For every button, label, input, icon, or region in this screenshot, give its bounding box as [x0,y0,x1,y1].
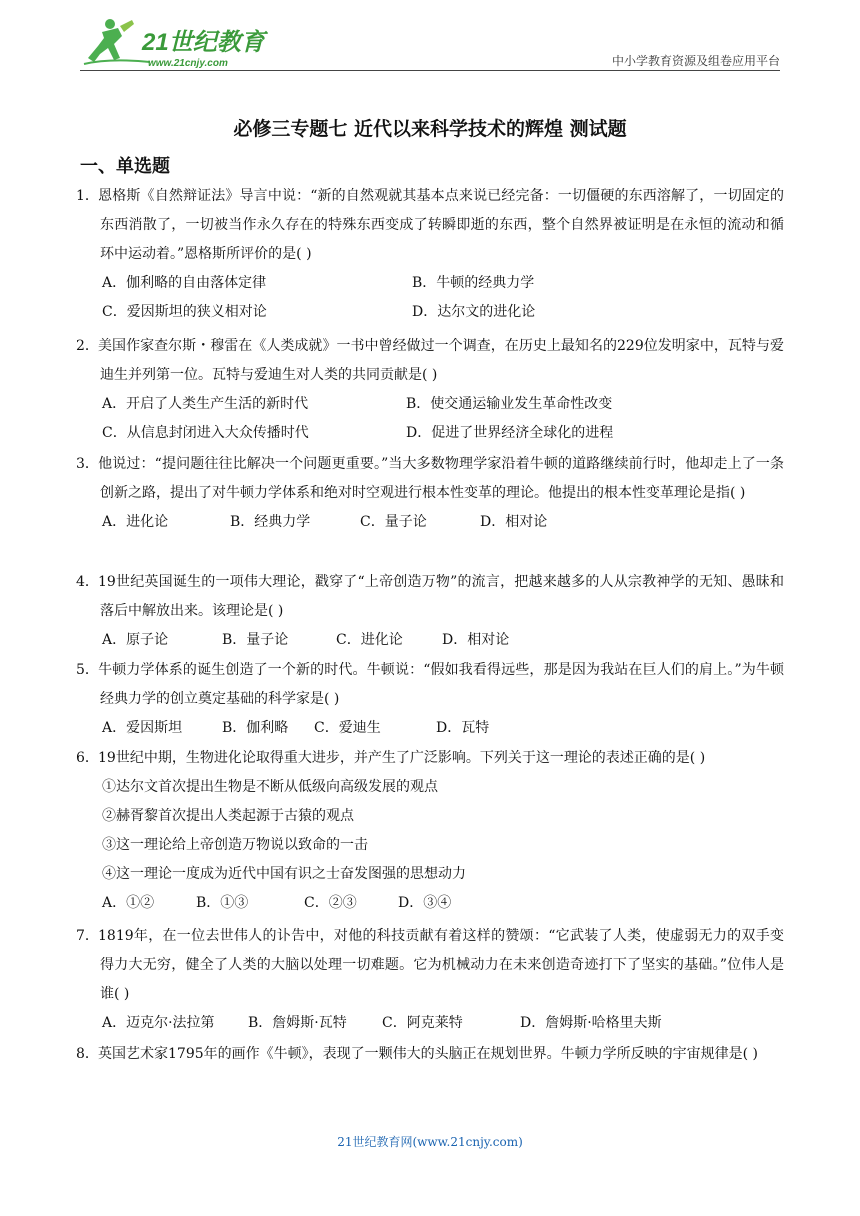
question-number: 5． [76,662,99,678]
question-1 [76,182,784,327]
option-a: A．原子论 [102,632,169,648]
question-number: 4． [76,574,99,590]
option-a: A．进化论 [102,514,169,530]
section-heading: 一、单选题 [80,156,170,177]
statement-2: ②赫胥黎首次提出人类起源于古猿的观点 [102,808,354,824]
header-platform-text: 中小学教育资源及组卷应用平台 [611,54,780,68]
question-stem: 美国作家查尔斯・穆雷在《人类成就》一书中曾经做过一个调查，在历史上最知名的229位发明家中，瓦特与爱迪生并列第一位。瓦特与爱迪生对人类的共同贡献是( ) [98,338,784,383]
option-d: D．相对论 [480,514,548,530]
question-4 [76,568,784,655]
option-b: B．使交通运输业发生革命性改变 [406,396,613,412]
option-c: C．阿克莱特 [382,1015,463,1031]
question-stem: 19世纪英国诞生的一项伟大理论，戳穿了“上帝创造万物”的流言，把越来越多的人从宗教神学的无知、愚昧和落后中解放出来。该理论是( ) [98,574,784,619]
option-d: D．③④ [398,895,452,911]
option-b: B．牛顿的经典力学 [412,275,535,291]
question-number: 2． [76,338,99,354]
header-divider [80,70,780,71]
question-stem: 19世纪中期，生物进化论取得重大进步，并产生了广泛影响。下列关于这一理论的表述正确的是( ) [98,750,706,766]
option-c: C．进化论 [336,632,403,648]
option-b: B．①③ [196,895,249,911]
option-d: D．瓦特 [436,720,490,736]
statement-1: ①达尔文首次提出生物是不断从低级向高级发展的观点 [102,779,438,795]
logo-text: 21世纪教育 [142,29,265,56]
question-3 [76,450,784,537]
option-b: B．量子论 [222,632,289,648]
question-5 [76,656,784,743]
option-a: A．迈克尔·法拉第 [102,1015,215,1031]
option-d: D．达尔文的进化论 [412,304,536,320]
option-b: B．詹姆斯·瓦特 [248,1015,347,1031]
option-a: A．伽利略的自由落体定律 [102,275,267,291]
question-8 [76,1040,784,1069]
question-number: 7． [76,928,99,944]
option-a: A．开启了人类生产生活的新时代 [102,396,309,412]
question-stem: 他说过：“提问题往往比解决一个问题更重要。”当大多数物理学家沿着牛顿的道路继续前行时，他却走上了一条创新之路，提出了对牛顿力学体系和绝对时空观进行根本性变革的理论。他提出的根本性变革理论是指( ) [98,456,784,501]
question-7 [76,922,784,1038]
question-stem: 恩格斯《自然辩证法》导言中说：“新的自然观就其基本点来说已经完备：一切僵硬的东西溶解了，一切固定的东西消散了，一切被当作永久存在的特殊东西变成了转瞬即逝的东西，整个自然界被证明是在永恒的流动和循环中运动着。”恩格斯所评价的是( ) [98,188,784,262]
logo-url: www.21cnjy.com [148,58,228,69]
question-stem: 1819年，在一位去世伟人的讣告中，对他的科技贡献有着这样的赞颂：“它武装了人类，使虚弱无力的双手变得力大无穷，健全了人类的大脑以处理一切难题。它为机械动力在未来创造奇迹打下了坚实的基础。”位伟人是谁( ) [98,928,784,1002]
statement-3: ③这一理论给上帝创造万物说以致命的一击 [102,837,368,853]
page-title: 必修三专题七 近代以来科学技术的辉煌 测试题 [233,118,627,140]
footer-source: 21世纪教育网(www.21cnjy.com) [337,1135,523,1149]
question-number: 8． [76,1046,99,1062]
option-c: C．爱因斯坦的狭义相对论 [102,304,267,320]
option-d: D．相对论 [442,632,510,648]
option-c: C．从信息封闭进入大众传播时代 [102,425,309,441]
option-b: B．经典力学 [230,514,311,530]
option-c: C．②③ [304,895,357,911]
question-stem: 牛顿力学体系的诞生创造了一个新的时代。牛顿说：“假如我看得远些，那是因为我站在巨人们的肩上。”为牛顿经典力学的创立奠定基础的科学家是( ) [98,662,784,707]
logo [80,14,300,70]
option-a: A．①② [102,895,155,911]
option-a: A．爱因斯坦 [102,720,183,736]
option-d: D．促进了世界经济全球化的进程 [406,425,614,441]
statement-4: ④这一理论一度成为近代中国有识之士奋发图强的思想动力 [102,866,466,882]
option-c: C．量子论 [360,514,427,530]
question-number: 3． [76,456,99,472]
question-2 [76,332,784,448]
question-stem: 英国艺术家1795年的画作《牛顿》，表现了一颗伟大的头脑正在规划世界。牛顿力学所反映的宇宙规律是( ) [98,1046,759,1062]
option-c: C．爱迪生 [314,720,381,736]
option-b: B．伽利略 [222,720,289,736]
question-number: 1． [76,188,99,204]
option-d: D．詹姆斯·哈格里夫斯 [520,1015,662,1031]
question-6 [76,744,784,918]
question-number: 6． [76,750,99,766]
